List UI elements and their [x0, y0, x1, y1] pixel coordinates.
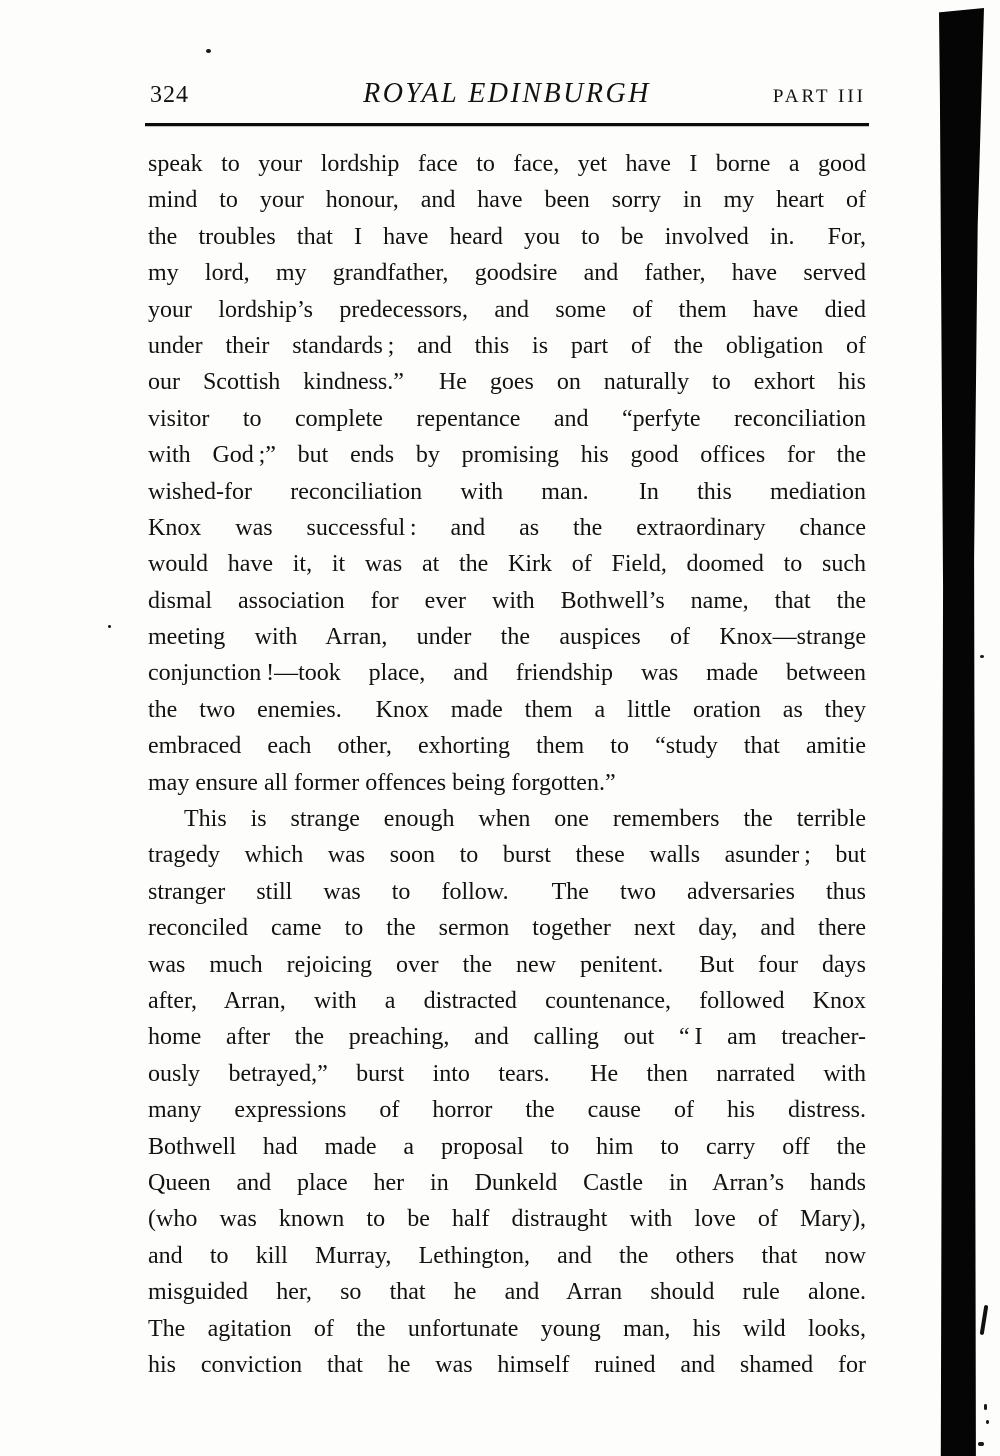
text-line: the troubles that I have heard you to be involved in. For, [148, 223, 866, 250]
running-title: ROYAL EDINBURGH [363, 78, 651, 109]
text-line: Knox was successful : and as the extraordinary chance [148, 514, 866, 541]
text-line: your lordship’s predecessors, and some of them have died [148, 296, 866, 323]
text-line: his conviction that he was himself ruined and shamed for [148, 1351, 866, 1378]
text-line: embraced each other, exhorting them to “study that amitie [148, 733, 866, 760]
text-line: Queen and place her in Dunkeld Castle in Arran’s hands [148, 1169, 866, 1196]
text-line: after, Arran, with a distracted countenance, followed Knox [148, 987, 866, 1014]
page-number: 324 [150, 82, 189, 108]
text-line: stranger still was to follow. The two adversaries thus [148, 878, 866, 905]
text-line: (who was known to be half distraught with love of Mary), [148, 1206, 866, 1233]
scan-speck [980, 655, 984, 658]
scan-speck [206, 49, 211, 53]
body-text [148, 146, 866, 1383]
text-line: speak to your lordship face to face, yet have I borne a good [148, 151, 866, 177]
text-line: visitor to complete repentance and “perfyte reconciliation [148, 405, 866, 432]
text-line: would have it, it was at the Kirk of Field, doomed to such [148, 551, 866, 578]
part-label: PART III [772, 86, 866, 107]
text-line: dismal association for ever with Bothwell’s name, that the [148, 587, 866, 614]
scan-speck [984, 1404, 987, 1410]
scan-edge-bar [939, 8, 984, 1456]
text-line: conjunction !—took place, and friendship was made between [148, 660, 866, 687]
text-line: and to kill Murray, Lethington, and the others that now [148, 1242, 866, 1269]
text-line: mind to your honour, and have been sorry in my heart of [148, 187, 866, 214]
text-line: our Scottish kindness.” He goes on naturally to exhort his [148, 369, 866, 396]
scan-speck [986, 1420, 989, 1424]
text-line: my lord, my grandfather, goodsire and father, have served [148, 260, 866, 287]
text-line: reconciled came to the sermon together next day, and there [148, 915, 866, 942]
text-line: The agitation of the unfortunate young man, his wild looks, [148, 1315, 866, 1342]
scan-speck [108, 625, 111, 628]
text-line: Bothwell had made a proposal to him to carry off the [148, 1133, 866, 1160]
text-line: many expressions of horror the cause of his distress. [148, 1097, 866, 1124]
text-line: ously betrayed,” burst into tears. He then narrated with [148, 1060, 866, 1087]
text-line: meeting with Arran, under the auspices of Knox—strange [148, 624, 866, 651]
text-line: with God ;” but ends by promising his good offices for the [148, 442, 866, 469]
text-line: was much rejoicing over the new penitent. But four days [148, 951, 866, 978]
scan-speck [980, 1305, 989, 1335]
text-line: wished-for reconciliation with man. In this mediation [148, 478, 866, 505]
text-line: home after the preaching, and calling out “ I am treacher- [148, 1024, 866, 1051]
text-line: tragedy which was soon to burst these walls asunder ; but [148, 842, 866, 869]
text-line: may ensure all former offences being forgotten.” [148, 769, 616, 796]
text-line: This is strange enough when one remembers the terrible [184, 806, 866, 833]
scan-speck [978, 1442, 984, 1446]
text-line: under their standards ; and this is part of the obligation of [148, 332, 866, 359]
text-line: misguided her, so that he and Arran should rule alone. [148, 1279, 866, 1306]
header-rule [145, 123, 869, 126]
text-line: the two enemies. Knox made them a little oration as they [148, 696, 866, 723]
